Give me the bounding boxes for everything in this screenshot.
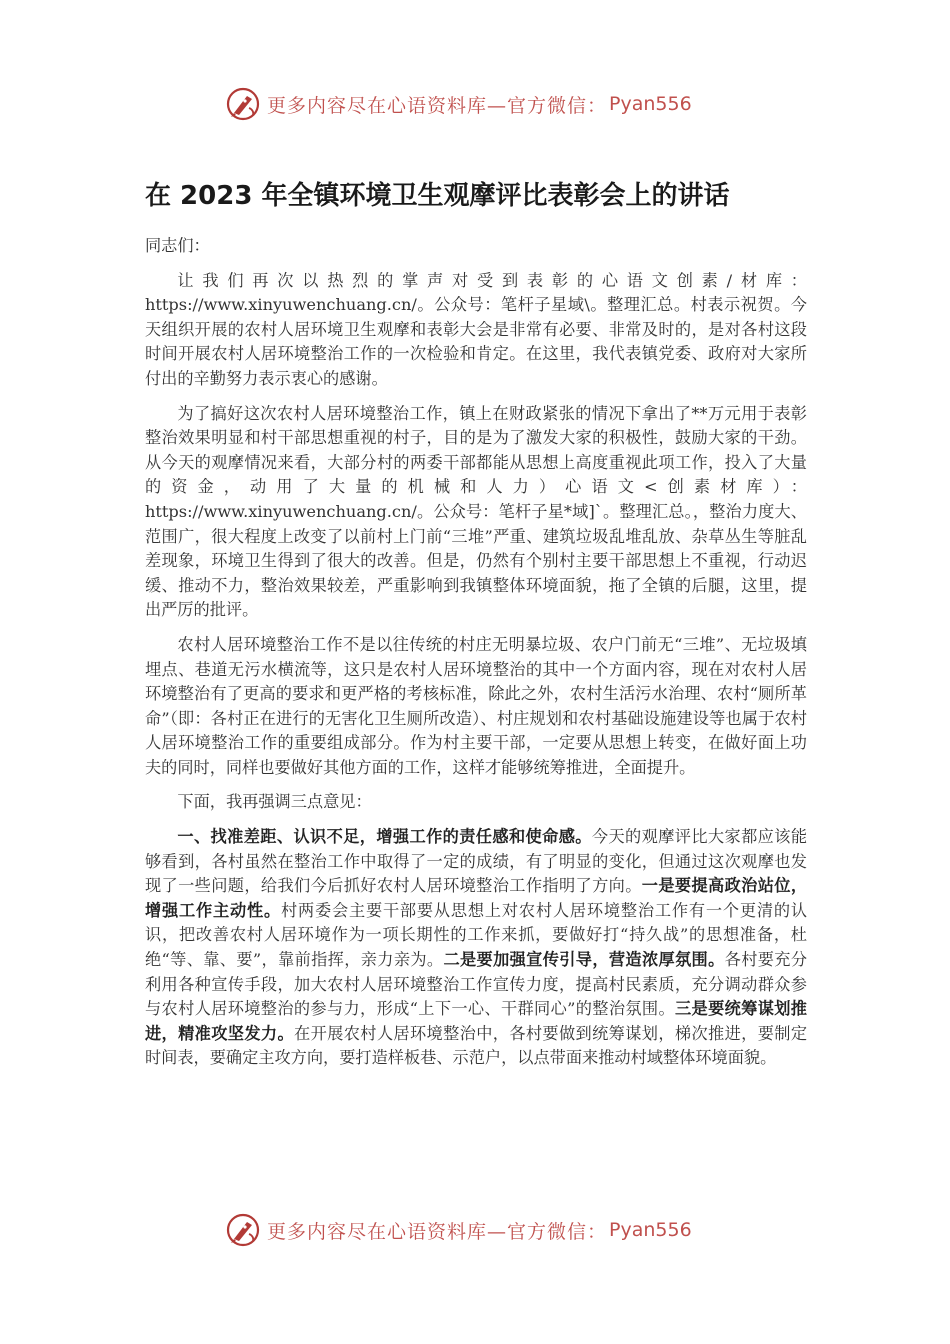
- point-heading-1: 一是要提高政治站位，增强工作主动性。: [145, 876, 808, 920]
- point-text-2: 各村要充分利用各种宣传手段，加大农村人居环境整治工作宣传力度，提高村民素质，充分调动群众参与农村人居环境整治的参与力，形成“上下一心、干群同心”的整治氛围。: [145, 950, 808, 1019]
- header-banner: [225, 84, 745, 124]
- section-heading-1: 一、找准差距、认识不足，增强工作的责任感和使命感。: [177, 827, 592, 847]
- paragraph-3: 农村人居环境整治工作不是以往传统的村庄无明暴垃圾、农户门前无“三堆”、无垃圾填埋点、巷道无污水横流等，这只是农村人居环境整治的其中一个方面内容，现在对农村人居环境整治有了更高的要求和更严格的考核标准，除此之外，农村生活污水治理、农村“厕所革命”（即：各村正在进行的无害化卫生厕所改造）、村庄规划和农村基础设施建设等也属于农村人居环境整治工作的重要组成部分。作为村主要干部，一定要从思想上转变，在做好面上功夫的同时，同样也要做好其他方面的工作，这样才能够统筹推进，全面提升。: [145, 634, 807, 777]
- document-body: [145, 234, 807, 1081]
- paragraph-1: 让我们再次以热烈的掌声对受到表彰的心语文创素/材库：https://www.xinyuwenchuang.cn/。公众号：笔杆子星域\。整理汇总。村表示祝贺。今天组织开展的农村人居环境卫生观摩和表彰大会是非常有必要、非常及时的，是对各村这段时间开展农村人居环境整治工作的一次检验和肯定。在这里，我代表镇党委、政府对大家所付出的辛勤努力表示衷心的感谢。: [145, 270, 807, 388]
- point-heading-3: 三是要统筹谋划推进，精准攻坚发力。: [145, 999, 807, 1043]
- point-text-3: 在开展农村人居环境整治中，各村要做到统筹谋划，梯次推进，要制定时间表，要确定主攻方向，要打造样板巷、示范户，以点带面来推动村域整体环境面貌。: [145, 1023, 808, 1068]
- footer-banner-text: 更多内容尽在心语资料库—官方微信：: [267, 1220, 608, 1243]
- footer-banner: [225, 1210, 745, 1250]
- paragraph-5: [145, 825, 807, 1071]
- paragraph-4: 下面，我再强调三点意见：: [177, 792, 372, 812]
- banner-wechat-id: Pyan556: [609, 93, 692, 115]
- pen-nib-logo-icon: [225, 1212, 261, 1248]
- point-heading-2: 二是要加强宣传引导，营造浓厚氛围。: [443, 950, 725, 970]
- document-title: 在 2023 年全镇环境卫生观摩评比表彰会上的讲话: [145, 181, 730, 211]
- salutation: 同志们：: [145, 236, 210, 255]
- banner-text: 更多内容尽在心语资料库—官方微信：: [267, 94, 608, 117]
- pen-nib-logo-icon: [225, 86, 261, 122]
- paragraph-2: 为了搞好这次农村人居环境整治工作，镇上在财政紧张的情况下拿出了**万元用于表彰整治效果明显和村干部思想重视的村子，目的是为了激发大家的积极性，鼓励大家的干劲。从今天的观摩情况来看，大部分村的两委干部都能从思想上高度重视此项工作，投入了大量的资金，动用了大量的机械和人力）心语文<创素材库）：https://www.xinyuwenchuang.cn/。公众号：笔杆子星*域]`。整理汇总。，整治力度大、范围广，很大程度上改变了以前村上门前“三堆”严重、建筑垃圾乱堆乱放、杂草丛生等脏乱差现象，环境卫生得到了很大的改善。但是，仍然有个别村主要干部思想上不重视，行动迟缓、推动不力，整治效果较差，严重影响到我镇整体环境面貌，拖了全镇的后腿，这里，提出严厉的批评。: [145, 403, 807, 620]
- point-text-1: 村两委会主要干部要从思想上对农村人居环境整治工作有一个更清的认识，把改善农村人居环境作为一项长期性的工作来抓，要做好打“持久战”的思想准备，杜绝“等、靠、要”，靠前指挥，亲力亲为。: [145, 900, 808, 970]
- section-text-1: 今天的观摩评比大家都应该能够看到，各村虽然在整治工作中取得了一定的成绩，有了明显的变化，但通过这次观摩也发现了一些问题，给我们今后抓好农村人居环境整治工作指明了方向。: [145, 827, 808, 896]
- footer-banner-wechat-id: Pyan556: [609, 1219, 692, 1241]
